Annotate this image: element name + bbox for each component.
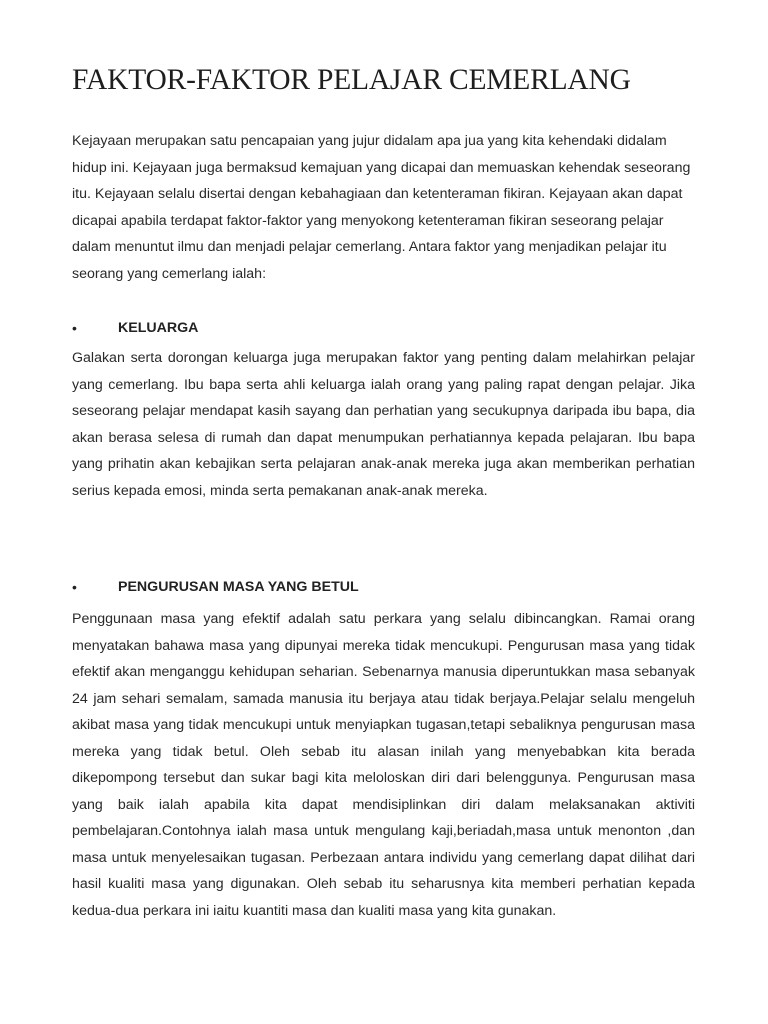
bullet-icon: • xyxy=(72,579,77,595)
intro-paragraph: Kejayaan merupakan satu pencapaian yang jujur didalam apa jua yang kita kehendaki didalam hidup ini. Kejayaan juga bermaksud kemajuan yang dicapai dan memuaskan kehendak seseorang itu. Kejayaan selalu disertai dengan kebahagiaan dan ketenteraman fikiran. Kejayaan akan dapat dicapai apabila terdapat faktor-faktor yang menyokong ketenteraman fikiran seseorang pelajar dalam menuntut ilmu dan menjadi pelajar cemerlang. Antara faktor yang menjadikan pelajar itu seorang yang cemerlang ialah: xyxy=(72,133,691,282)
section-heading-text: KELUARGA xyxy=(118,320,199,336)
document-title: FAKTOR-FAKTOR PELAJAR CEMERLANG xyxy=(72,64,631,96)
section-heading-text: PENGURUSAN MASA YANG BETUL xyxy=(118,579,359,595)
section-heading-pengurusan-masa xyxy=(72,576,695,600)
section-heading-keluarga xyxy=(72,317,695,341)
bullet-icon: • xyxy=(72,320,77,336)
section-body-keluarga: Galakan serta dorongan keluarga juga merupakan faktor yang penting dalam melahirkan pelajar yang cemerlang. Ibu bapa serta ahli keluarga ialah orang yang paling rapat dengan pelajar. Jika seseorang pelajar mendapat kasih sayang dan perhatian yang secukupnya daripada ibu bapa, dia akan berasa selesa di rumah dan dapat menumpukan perhatiannya kepada pelajaran. Ibu bapa yang prihatin akan kebajikan serta pelajaran anak-anak mereka juga akan memberikan perhatian serius kepada emosi, minda serta pemakanan anak-anak mereka. xyxy=(72,350,695,499)
section-body-pengurusan-masa: Penggunaan masa yang efektif adalah satu perkara yang selalu dibincangkan. Ramai orang menyatakan bahawa masa yang dipunyai mereka tidak mencukupi. Pengurusan masa yang tidak efektif akan menganggu kehidupan seharian. Sebenarnya manusia diperuntukkan masa sebanyak 24 jam sehari semalam, samada manusia itu berjaya atau tidak berjaya.Pelajar selalu mengeluh akibat masa yang tidak mencukupi untuk menyiapkan tugasan,tetapi sebaliknya pengurusan masa mereka yang tidak betul. Oleh sebab itu alasan inilah yang menyebabkan kita berada dikepompong tersebut dan sukar bagi kita meloloskan diri dari belenggunya. Pengurusan masa yang baik ialah apabila kita dapat mendisiplinkan diri dalam melaksanakan aktiviti pembelajaran.Contohnya ialah masa untuk mengulang kaji,beriadah,masa untuk menonton ,dan masa untuk menyelesaikan tugasan. Perbezaan antara individu yang cemerlang dapat dilihat dari hasil kualiti masa yang digunakan. Oleh sebab itu seharusnya kita memberi perhatian kepada kedua-dua perkara ini iaitu kuantiti masa dan kualiti masa yang kita gunakan. xyxy=(72,611,695,919)
